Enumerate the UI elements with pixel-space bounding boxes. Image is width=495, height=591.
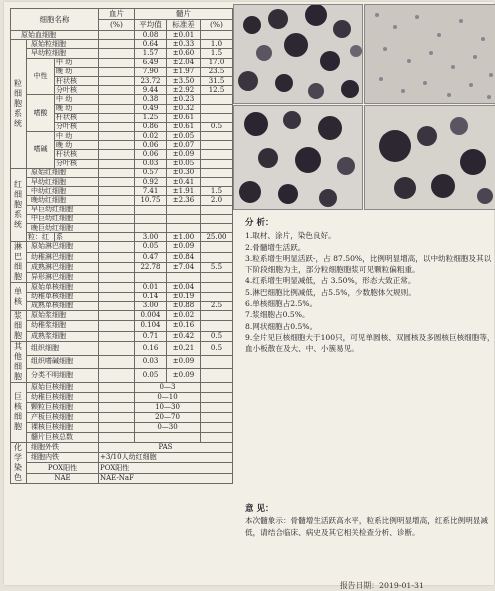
table-row: 早幼红细胞 0.92 ±0.41 — [11, 178, 233, 187]
group-chem: 化学染色 — [11, 442, 27, 483]
micrograph-1-cells — [234, 5, 362, 103]
analysis-item: 2.骨髓增生活跃。 — [245, 242, 306, 252]
table-row: 中巨幼红细胞 — [11, 214, 233, 223]
table-row: 产板巨核细胞 20—70 — [11, 412, 233, 422]
table-row: 成熟单核细胞 3.00 ±0.88 2.5 — [11, 301, 233, 310]
table-row: 分叶核 9.44 ±2.92 12.5 — [11, 86, 233, 95]
report-paper — [4, 2, 495, 590]
table-row: NAE NAE-NaF — [11, 473, 233, 483]
opinion-text: 本次髓象示：骨髓增生活跃高水平，粒系比例明显增高，红系比例明显减低，请结合临床、病史及其它相关检查分析、诊断。 — [245, 516, 488, 537]
table-row: 幼稚巨核细胞 0—10 — [11, 392, 233, 402]
table-row: 杆状核 0.06 ±0.09 — [11, 150, 233, 159]
report-date: 报告日期：2019-01-31 — [340, 581, 424, 590]
marrow-cell-table — [10, 8, 233, 484]
blood-pct-header: (%) — [99, 20, 135, 31]
table-row: 成熟淋巴细胞 22.78 ±7.04 5.5 — [11, 262, 233, 272]
table-row: 其他细胞 组织细胞 0.16 ±0.21 0.5 — [11, 341, 233, 355]
table-row: 早巨幼红细胞 — [11, 205, 233, 214]
analysis-item: 7.浆细胞占0.5%。 — [245, 310, 310, 320]
table-row: 淋巴细胞 原始淋巴细胞 0.05 ±0.09 — [11, 242, 233, 252]
table-row: 杆状核 23.72 ±3.50 31.5 — [11, 76, 233, 85]
analysis-item: 5.淋巴细胞比例减低，占5.5%，少数胞体欠规则。 — [245, 287, 416, 297]
analysis-section — [245, 218, 495, 355]
analysis-item: 6.单核细胞占2.5%。 — [245, 299, 318, 309]
table-row: 成熟浆细胞 0.71 ±0.42 0.5 — [11, 331, 233, 341]
table-row: 原始血细胞 0.08 ±0.01 — [11, 31, 233, 40]
marrow-header: 髓片 — [135, 9, 233, 20]
table-header-row — [11, 9, 233, 20]
table-row: 幼稚淋巴细胞 0.47 ±0.84 — [11, 252, 233, 262]
table-row: 晚巨幼红细胞 — [11, 223, 233, 232]
table-row: 组织嗜碱细胞 0.03 ±0.09 — [11, 355, 233, 369]
micrograph-2 — [364, 4, 495, 104]
table-row: 晚 幼 0.49 ±0.32 — [11, 104, 233, 113]
table-row: 嗜碱 中 幼 0.02 ±0.05 — [11, 132, 233, 141]
table-row: 红细胞系统 原始红细胞 0.57 ±0.30 — [11, 168, 233, 177]
analysis-item: 3.粒系增生明显活跃-，占 87.50%，比例明显增高，以中幼粒细胞及其以下阶段细胞为主，部分粒细胞胞浆可见颗粒偏粗重。 — [245, 253, 492, 275]
table-row: 浆细胞 原始浆细胞 0.004 ±0.02 — [11, 310, 233, 320]
analysis-item: 1.取材、涂片，染色良好。 — [245, 231, 336, 241]
micrograph-4 — [364, 105, 495, 210]
table-row: 粒细胞系统 原始粒细胞 0.64 ±0.33 1.0 — [11, 40, 233, 49]
table-row: POX阳性 POX阳性 — [11, 463, 233, 473]
group-mono: 单核 — [11, 283, 27, 311]
micrograph-2-field — [365, 5, 495, 103]
table-row: 晚 幼 7.90 ±1.97 23.5 — [11, 67, 233, 76]
cell-name-header: 细胞名称 — [11, 9, 99, 31]
table-row: 单核 原始单核细胞 0.01 ±0.04 — [11, 283, 233, 292]
table-row: 嗜酸 中 幼 0.38 ±0.23 — [11, 95, 233, 104]
opinion-section — [245, 504, 495, 538]
micrograph-3 — [233, 105, 363, 210]
group-plasma: 浆细胞 — [11, 310, 27, 341]
blood-header: 血片 — [99, 9, 135, 20]
analysis-item: 4.红系增生明显减低，占 3.50%，形态大致正常。 — [245, 276, 416, 286]
table-row: 粒：红 系 3.00 ±1.00 25.00 — [11, 233, 233, 242]
table-row: 晚幼红细胞 10.75 ±2.36 2.0 — [11, 196, 233, 205]
table-row: 颗粒巨核细胞 10—30 — [11, 402, 233, 412]
table-row: 巨核细胞 原始巨核细胞 0—3 — [11, 382, 233, 392]
sd-header: 标准差 — [167, 20, 201, 31]
table-row: 幼稚单核细胞 0.14 ±0.19 — [11, 292, 233, 301]
analysis-item: 8.网状细胞占0.5%。 — [245, 321, 318, 331]
table-row: 晚 幼 0.06 ±0.07 — [11, 141, 233, 150]
table-row: 化学染色 细胞外铁 PAS — [11, 442, 233, 452]
table-row: 细胞内铁 +3/10人幼红细胞 — [11, 453, 233, 463]
table-row: 中幼红细胞 7.41 ±1.91 1.5 — [11, 187, 233, 196]
subgroup-neutral: 中性 — [27, 58, 55, 95]
marrow-pct-header: (%) — [201, 20, 233, 31]
opinion-title: 意 见： — [245, 504, 274, 514]
group-granulocyte: 粒细胞系统 — [11, 40, 27, 169]
analysis-title: 分 析： — [245, 218, 274, 228]
table-row: 中性 中 幼 6.49 ±2.04 17.0 — [11, 58, 233, 67]
table-row: 分叶核 0.86 ±0.61 0.5 — [11, 122, 233, 131]
table-row: 杆状核 1.25 ±0.61 — [11, 113, 233, 122]
group-mega: 巨核细胞 — [11, 382, 27, 442]
mean-header: 平均值 — [135, 20, 167, 31]
analysis-item: 9.全片见巨核细胞大于100只，可见单圆核、双圆核及多圆核巨核细胞等，血小板散在及大、中、小簇易见。 — [245, 332, 495, 354]
subgroup-baso: 嗜碱 — [27, 132, 55, 169]
table-row: 早幼粒细胞 1.57 ±0.60 1.5 — [11, 49, 233, 58]
micrograph-4-cells — [365, 106, 495, 209]
table-row: 异形淋巴细胞 — [11, 273, 233, 283]
table-row: 分类不明细胞 0.05 ±0.09 — [11, 369, 233, 383]
table-row: 幼稚浆细胞 0.104 ±0.16 — [11, 321, 233, 331]
micrograph-1 — [233, 4, 363, 104]
subgroup-eosin: 嗜酸 — [27, 95, 55, 132]
micrograph-3-cells — [234, 106, 362, 209]
group-other: 其他细胞 — [11, 341, 27, 382]
table-row: 分叶核 0.03 ±0.05 — [11, 159, 233, 168]
table-row: 裸核巨核细胞 0—30 — [11, 422, 233, 432]
group-erythro: 红细胞系统 — [11, 168, 27, 242]
group-lympho: 淋巴细胞 — [11, 242, 27, 283]
table-row: 髓片巨核总数 — [11, 432, 233, 442]
